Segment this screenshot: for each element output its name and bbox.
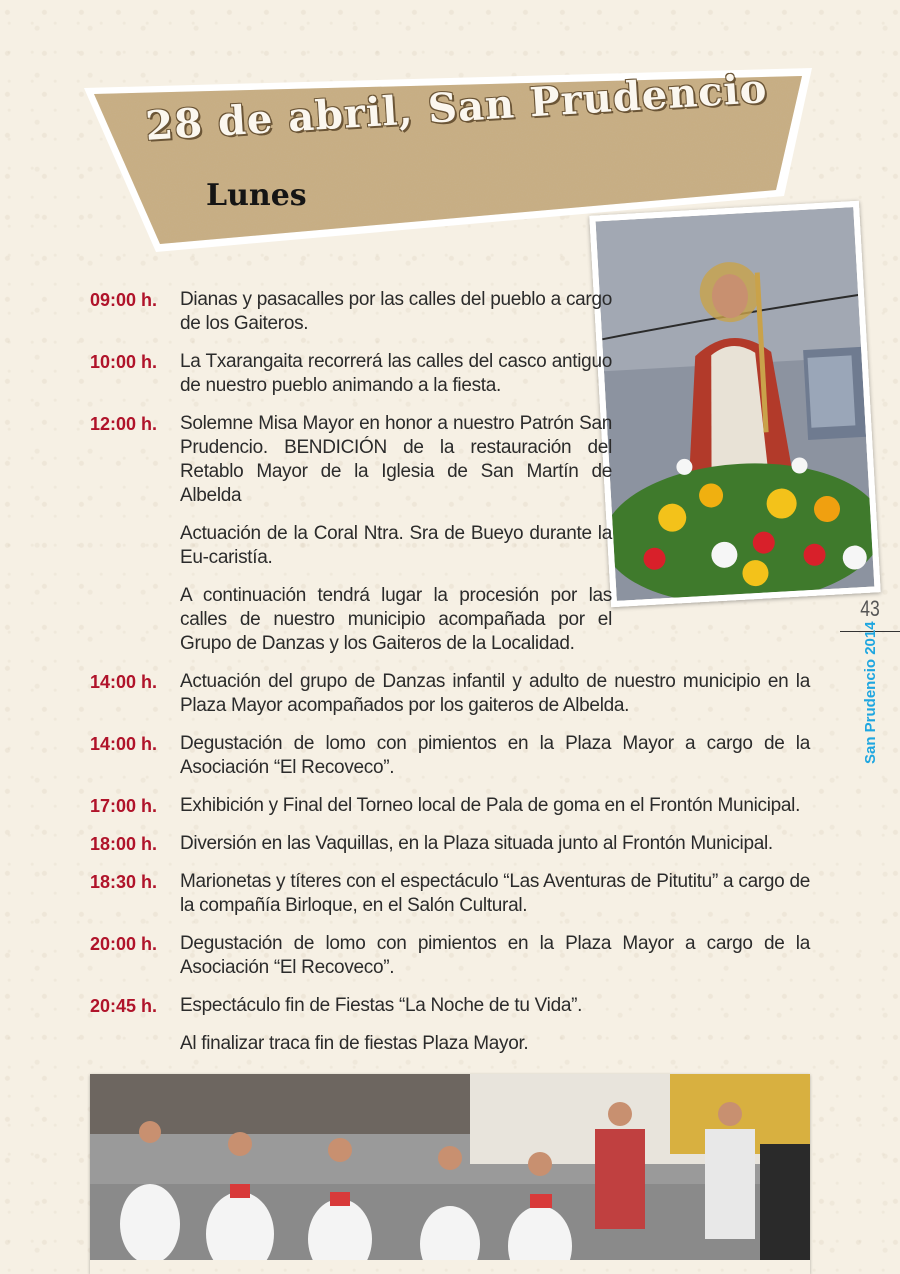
- schedule-item: [90, 522, 810, 570]
- schedule-time: 18:30 h.: [90, 872, 158, 892]
- schedule-item: [90, 732, 810, 780]
- schedule-desc: Degustación de lomo con pimientos en la Plaza Mayor a cargo de la Asociación “El Recoveco”.: [180, 733, 810, 778]
- schedule-desc: Diversión en las Vaquillas, en la Plaza situada junto al Frontón Municipal.: [180, 833, 773, 854]
- schedule-time: 20:00 h.: [90, 934, 158, 954]
- schedule-desc: Actuación del grupo de Danzas infantil y adulto de nuestro municipio en la Plaza Mayor acompañados por los gaiteros de Albelda.: [180, 671, 810, 716]
- schedule-time: 17:00 h.: [90, 796, 158, 816]
- side-label: San Prudencio 2014: [862, 621, 879, 764]
- schedule-item: [90, 584, 810, 656]
- schedule-time: 10:00 h.: [90, 352, 158, 372]
- schedule-item: [90, 994, 810, 1018]
- schedule-item: [90, 870, 810, 918]
- schedule-desc: Al finalizar traca fin de fiestas Plaza Mayor.: [180, 1033, 529, 1054]
- schedule-time: 12:00 h.: [90, 414, 158, 434]
- schedule-desc: A continuación tendrá lugar la procesión por las calles de nuestro municipio acompañada por el Grupo de Danzas y los Gaiteros de la Localidad.: [180, 585, 612, 654]
- schedule-desc: Exhibición y Final del Torneo local de Pala de goma en el Frontón Municipal.: [180, 795, 801, 816]
- schedule-item: [90, 350, 810, 398]
- schedule-desc: Dianas y pasacalles por las calles del pueblo a cargo de los Gaiteros.: [180, 289, 612, 334]
- schedule-item: [90, 1032, 810, 1056]
- schedule-desc: Marionetas y títeres con el espectáculo “Las Aventuras de Pitutitu” a cargo de la compañía Birloque, en el Salón Cultural.: [180, 871, 810, 916]
- schedule-item: [90, 670, 810, 718]
- schedule-time: 14:00 h.: [90, 734, 158, 754]
- schedule-item: [90, 832, 810, 856]
- dancers-photo: [90, 1074, 810, 1274]
- schedule-item: [90, 288, 810, 336]
- schedule-desc: Solemne Misa Mayor en honor a nuestro Patrón San Prudencio. BENDICIÓN de la restauración del Retablo Mayor de la Iglesia de San Martín de Albelda: [180, 413, 612, 506]
- schedule-list: [90, 288, 810, 1056]
- schedule-desc: Degustación de lomo con pimientos en la Plaza Mayor a cargo de la Asociación “El Recoveco”.: [180, 933, 810, 978]
- schedule-desc: La Txarangaita recorrerá las calles del casco antiguo de nuestro pueblo animando a la fiesta.: [180, 351, 612, 396]
- page-number: 43: [860, 596, 880, 621]
- schedule-desc: Espectáculo fin de Fiestas “La Noche de tu Vida”.: [180, 995, 583, 1016]
- page-subtitle: Lunes: [206, 178, 307, 213]
- schedule-time: 14:00 h.: [90, 672, 158, 692]
- schedule-item: [90, 412, 810, 508]
- schedule-time: 18:00 h.: [90, 834, 158, 854]
- schedule-desc: Actuación de la Coral Ntra. Sra de Bueyo durante la Eu-caristía.: [180, 523, 612, 568]
- schedule-item: [90, 794, 810, 818]
- page-title: 28 de abril, San Prudencio: [144, 64, 769, 150]
- schedule-time: 20:45 h.: [90, 996, 158, 1016]
- schedule-item: [90, 932, 810, 980]
- schedule-time: 09:00 h.: [90, 290, 158, 310]
